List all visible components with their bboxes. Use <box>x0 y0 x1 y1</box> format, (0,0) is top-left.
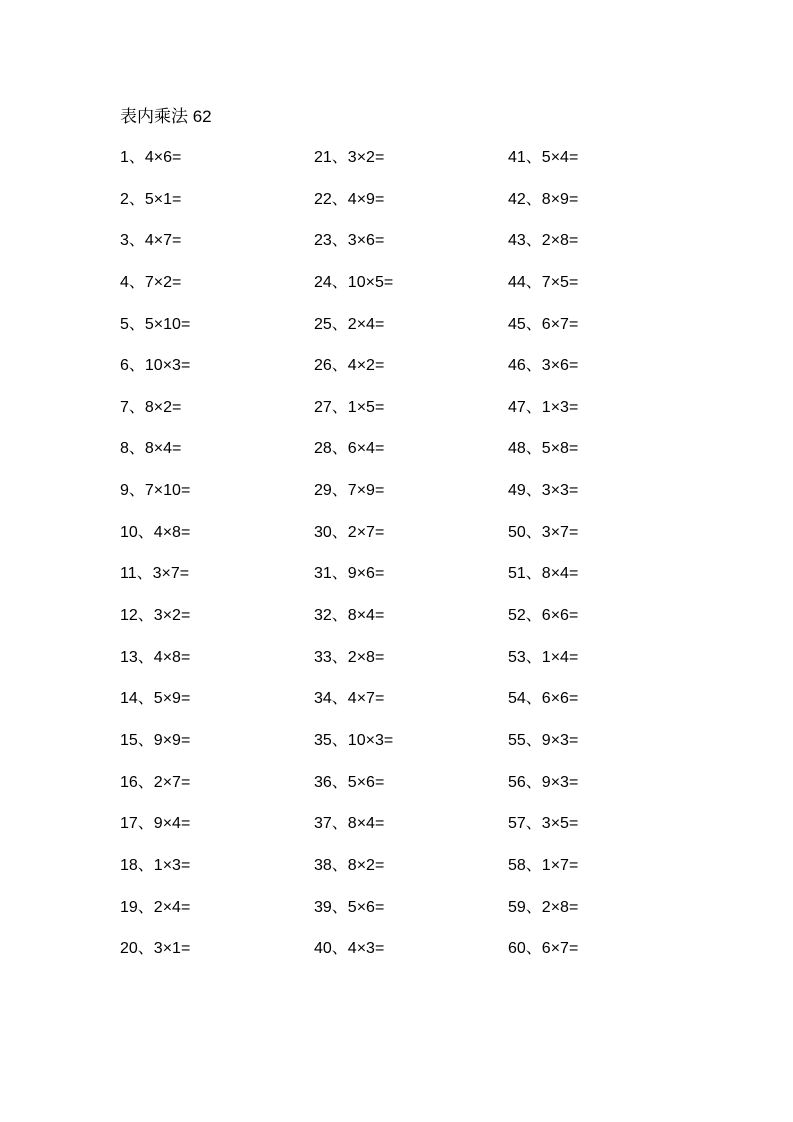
problem-55: 55、9×3= <box>508 731 579 749</box>
problem-50: 50、3×7= <box>508 523 579 541</box>
problem-column-3 <box>508 146 698 979</box>
problem-54: 54、6×6= <box>508 690 579 708</box>
problem-42: 42、8×9= <box>508 190 579 208</box>
problem-37: 37、8×4= <box>314 815 385 833</box>
problem-52: 52、6×6= <box>508 607 579 625</box>
problem-53: 53、1×4= <box>508 648 579 666</box>
problem-38: 38、8×2= <box>314 856 385 874</box>
problem-43: 43、2×8= <box>508 232 579 250</box>
problem-35: 35、10×3= <box>314 731 394 749</box>
problem-51: 51、8×4= <box>508 565 579 583</box>
problem-19: 19、2×4= <box>120 898 191 916</box>
problem-13: 13、4×8= <box>120 648 191 666</box>
problem-59: 59、2×8= <box>508 898 579 916</box>
problem-column-1 <box>120 146 310 979</box>
problem-27: 27、1×5= <box>314 398 385 416</box>
problem-17: 17、9×4= <box>120 815 191 833</box>
problem-9: 9、7×10= <box>120 482 191 500</box>
problem-49: 49、3×3= <box>508 482 579 500</box>
problem-39: 39、5×6= <box>314 898 385 916</box>
problem-18: 18、1×3= <box>120 856 191 874</box>
problem-34: 34、4×7= <box>314 690 385 708</box>
problem-columns <box>120 146 720 976</box>
problem-14: 14、5×9= <box>120 690 191 708</box>
problem-7: 7、8×2= <box>120 398 182 416</box>
problem-44: 44、7×5= <box>508 273 579 291</box>
problem-57: 57、3×5= <box>508 815 579 833</box>
problem-21: 21、3×2= <box>314 149 385 166</box>
problem-20: 20、3×1= <box>120 940 191 958</box>
problem-6: 6、10×3= <box>120 357 191 375</box>
problem-22: 22、4×9= <box>314 190 385 208</box>
problem-28: 28、6×4= <box>314 440 385 458</box>
problem-26: 26、4×2= <box>314 357 385 375</box>
problem-29: 29、7×9= <box>314 482 385 500</box>
problem-5: 5、5×10= <box>120 315 191 333</box>
problem-60: 60、6×7= <box>508 940 579 958</box>
problem-10: 10、4×8= <box>120 523 191 541</box>
problem-24: 24、10×5= <box>314 273 394 291</box>
problem-47: 47、1×3= <box>508 398 579 416</box>
problem-11: 11、3×7= <box>120 565 190 583</box>
problem-32: 32、8×4= <box>314 607 385 625</box>
problem-45: 45、6×7= <box>508 315 579 333</box>
problem-2: 2、5×1= <box>120 190 182 208</box>
problem-25: 25、2×4= <box>314 315 385 333</box>
problem-8: 8、8×4= <box>120 440 182 458</box>
problem-56: 56、9×3= <box>508 773 579 791</box>
problem-23: 23、3×6= <box>314 232 385 250</box>
worksheet-title: 表内乘法 62 <box>120 107 212 126</box>
problem-3: 3、4×7= <box>120 232 182 250</box>
problem-36: 36、5×6= <box>314 773 385 791</box>
problem-41: 41、5×4= <box>508 149 579 166</box>
problem-column-2 <box>314 146 504 979</box>
problem-15: 15、9×9= <box>120 731 191 749</box>
problem-31: 31、9×6= <box>314 565 385 583</box>
problem-1: 1、4×6= <box>120 149 182 166</box>
problem-33: 33、2×8= <box>314 648 385 666</box>
problem-30: 30、2×7= <box>314 523 385 541</box>
problem-4: 4、7×2= <box>120 273 182 291</box>
problem-58: 58、1×7= <box>508 856 579 874</box>
problem-46: 46、3×6= <box>508 357 579 375</box>
problem-16: 16、2×7= <box>120 773 191 791</box>
problem-40: 40、4×3= <box>314 940 385 958</box>
problem-48: 48、5×8= <box>508 440 579 458</box>
problem-12: 12、3×2= <box>120 607 191 625</box>
